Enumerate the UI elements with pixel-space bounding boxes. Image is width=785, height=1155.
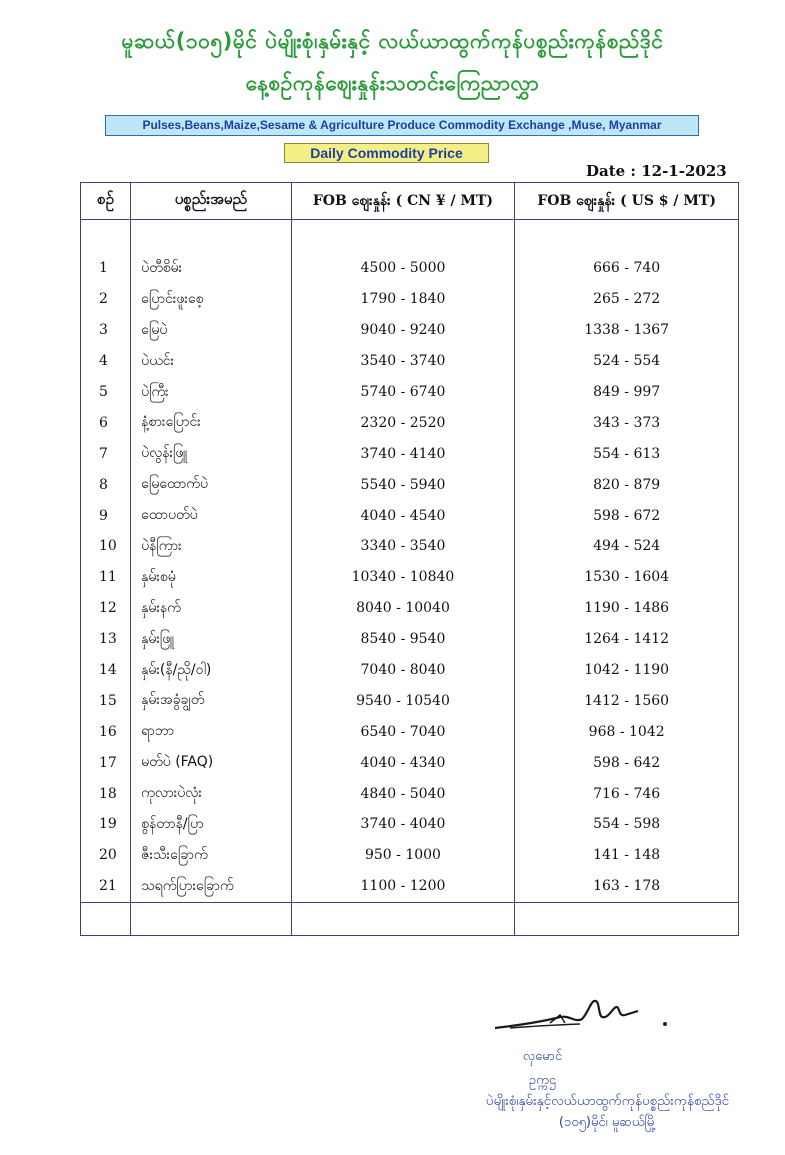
row-item-name: ဇီးသီးခြောက် [131,840,291,871]
row-item-name: စွန်တာနီ/ပြာ [131,809,291,840]
row-item-name: သရက်ပြားခြောက် [131,871,291,902]
row-number: 5 [81,377,131,408]
row-price-usd: 163 - 178 [515,871,739,902]
row-price-cny: 3340 - 3540 [291,531,515,562]
document-title-line-1: မူဆယ်(၁၀၅)မိုင် ပဲမျိုးစုံ၊နှမ်းနှင့် လယ်ယာထွက်ကုန်ပစ္စည်းကုန်စည်ဒိုင် [121,29,664,53]
row-price-cny: 6540 - 7040 [291,716,515,747]
table-row-spacer [81,220,739,254]
daily-price-banner: Daily Commodity Price [284,143,489,163]
signer-organization: ပဲမျိုးစုံ၊နှမ်းနှင့်လယ်ယာထွက်ကုန်ပစ္စည်းကုန်စည်ဒိုင် [485,1093,730,1109]
row-price-cny: 4840 - 5040 [291,778,515,809]
signer-name: လှမောင် [522,1049,563,1064]
row-price-usd: 265 - 272 [515,284,739,315]
table-row [81,809,739,840]
table-row [81,840,739,871]
row-price-usd: 598 - 672 [515,500,739,531]
row-item-name: ပဲတီစိမ်း [131,253,291,284]
row-price-cny: 2320 - 2520 [291,407,515,438]
row-item-name: ပဲနီကြား [131,531,291,562]
row-price-cny: 9040 - 9240 [291,315,515,346]
row-price-usd: 343 - 373 [515,407,739,438]
row-item-name: နှမ်းဖြူ [131,624,291,655]
table-row [81,284,739,315]
row-price-cny: 3540 - 3740 [291,346,515,377]
row-number: 13 [81,624,131,655]
row-item-name: ကုလားပဲလုံး [131,778,291,809]
row-number: 12 [81,593,131,624]
header-item-name: ပစ္စည်းအမည် [131,183,291,220]
row-item-name: ရာဘာ [131,716,291,747]
row-price-usd: 554 - 613 [515,438,739,469]
row-price-usd: 716 - 746 [515,778,739,809]
row-price-usd: 141 - 148 [515,840,739,871]
row-price-cny: 1790 - 1840 [291,284,515,315]
row-number: 14 [81,655,131,686]
table-row [81,438,739,469]
header-no: စဉ် [81,183,131,220]
row-price-usd: 1264 - 1412 [515,624,739,655]
row-number: 1 [81,253,131,284]
row-number: 15 [81,685,131,716]
row-item-name: ထောပတ်ပဲ [131,500,291,531]
date-value: 12-1-2023 [641,162,727,180]
table-row [81,500,739,531]
row-number: 2 [81,284,131,315]
table-row [81,778,739,809]
row-price-cny: 5540 - 5940 [291,469,515,500]
row-number: 9 [81,500,131,531]
row-item-name: နှမ်းအခွံချွတ် [131,685,291,716]
table-row [81,685,739,716]
row-price-cny: 4040 - 4540 [291,500,515,531]
row-number: 16 [81,716,131,747]
row-item-name: မြေပဲ [131,315,291,346]
row-item-name: နှမ်း(နီ/ညို/ဝါ) [131,655,291,686]
header-price-usd: FOB ဈေးနှုန်း ( US $ / MT) [515,183,739,220]
row-price-cny: 1100 - 1200 [291,871,515,902]
row-number: 19 [81,809,131,840]
row-number: 6 [81,407,131,438]
table-row [81,562,739,593]
row-price-cny: 10340 - 10840 [291,562,515,593]
row-price-usd: 494 - 524 [515,531,739,562]
row-price-usd: 1412 - 1560 [515,685,739,716]
row-item-name: ပြောင်းဖူးစေ့ [131,284,291,315]
date-line [586,162,727,180]
signer-title: ဥက္ကဌ [528,1073,557,1088]
row-number: 7 [81,438,131,469]
row-number: 17 [81,747,131,778]
table-row [81,377,739,408]
table-row [81,716,739,747]
header-price-cny: FOB ဈေးနှုန်း ( CN ¥ / MT) [291,183,515,220]
date-label: Date : [586,162,636,180]
table-row [81,469,739,500]
row-price-usd: 849 - 997 [515,377,739,408]
row-price-usd: 820 - 879 [515,469,739,500]
row-number: 21 [81,871,131,902]
row-item-name: နှမ်းနက် [131,593,291,624]
row-price-usd: 1042 - 1190 [515,655,739,686]
row-number: 3 [81,315,131,346]
table-header-row [81,183,739,220]
table-row [81,346,739,377]
row-price-cny: 7040 - 8040 [291,655,515,686]
table-row-spacer-end [81,902,739,935]
table-row [81,624,739,655]
signer-location: (၁၀၅)မိုင်၊ မူဆယ်မြို့ [558,1115,657,1130]
row-price-cny: 8540 - 9540 [291,624,515,655]
row-item-name: မတ်ပဲ (FAQ) [131,747,291,778]
table-row [81,747,739,778]
row-number: 8 [81,469,131,500]
row-price-cny: 950 - 1000 [291,840,515,871]
row-price-usd: 666 - 740 [515,253,739,284]
commodity-price-table [80,182,739,936]
row-price-usd: 598 - 642 [515,747,739,778]
table-row [81,315,739,346]
signature-dot [663,1022,667,1026]
row-price-cny: 4040 - 4340 [291,747,515,778]
row-number: 18 [81,778,131,809]
table-row [81,407,739,438]
row-price-usd: 1338 - 1367 [515,315,739,346]
exchange-name-banner: Pulses,Beans,Maize,Sesame & Agriculture Produce Commodity Exchange ,Muse, Myanmar [105,115,699,136]
row-item-name: ပဲလွန်းဖြူ [131,438,291,469]
row-item-name: ပဲကြီး [131,377,291,408]
row-price-cny: 5740 - 6740 [291,377,515,408]
row-number: 11 [81,562,131,593]
row-number: 10 [81,531,131,562]
row-price-cny: 8040 - 10040 [291,593,515,624]
table-row [81,655,739,686]
row-price-usd: 554 - 598 [515,809,739,840]
signature-scribble [490,995,640,1040]
table-row [81,593,739,624]
table-row [81,871,739,902]
row-price-cny: 3740 - 4040 [291,809,515,840]
row-price-usd: 1190 - 1486 [515,593,739,624]
row-price-cny: 3740 - 4140 [291,438,515,469]
row-number: 4 [81,346,131,377]
row-price-usd: 524 - 554 [515,346,739,377]
row-price-cny: 9540 - 10540 [291,685,515,716]
row-price-cny: 4500 - 5000 [291,253,515,284]
table-row [81,253,739,284]
row-price-usd: 1530 - 1604 [515,562,739,593]
document-title-line-2: နေ့စဉ်ကုန်ဈေးနှုန်းသတင်းကြေညာလွှာ [245,71,540,95]
row-item-name: မြေထောက်ပဲ [131,469,291,500]
table-row [81,531,739,562]
row-item-name: နံ့စားပြောင်း [131,407,291,438]
row-price-usd: 968 - 1042 [515,716,739,747]
row-item-name: နှမ်းစမုံ [131,562,291,593]
row-number: 20 [81,840,131,871]
row-item-name: ပဲယင်း [131,346,291,377]
